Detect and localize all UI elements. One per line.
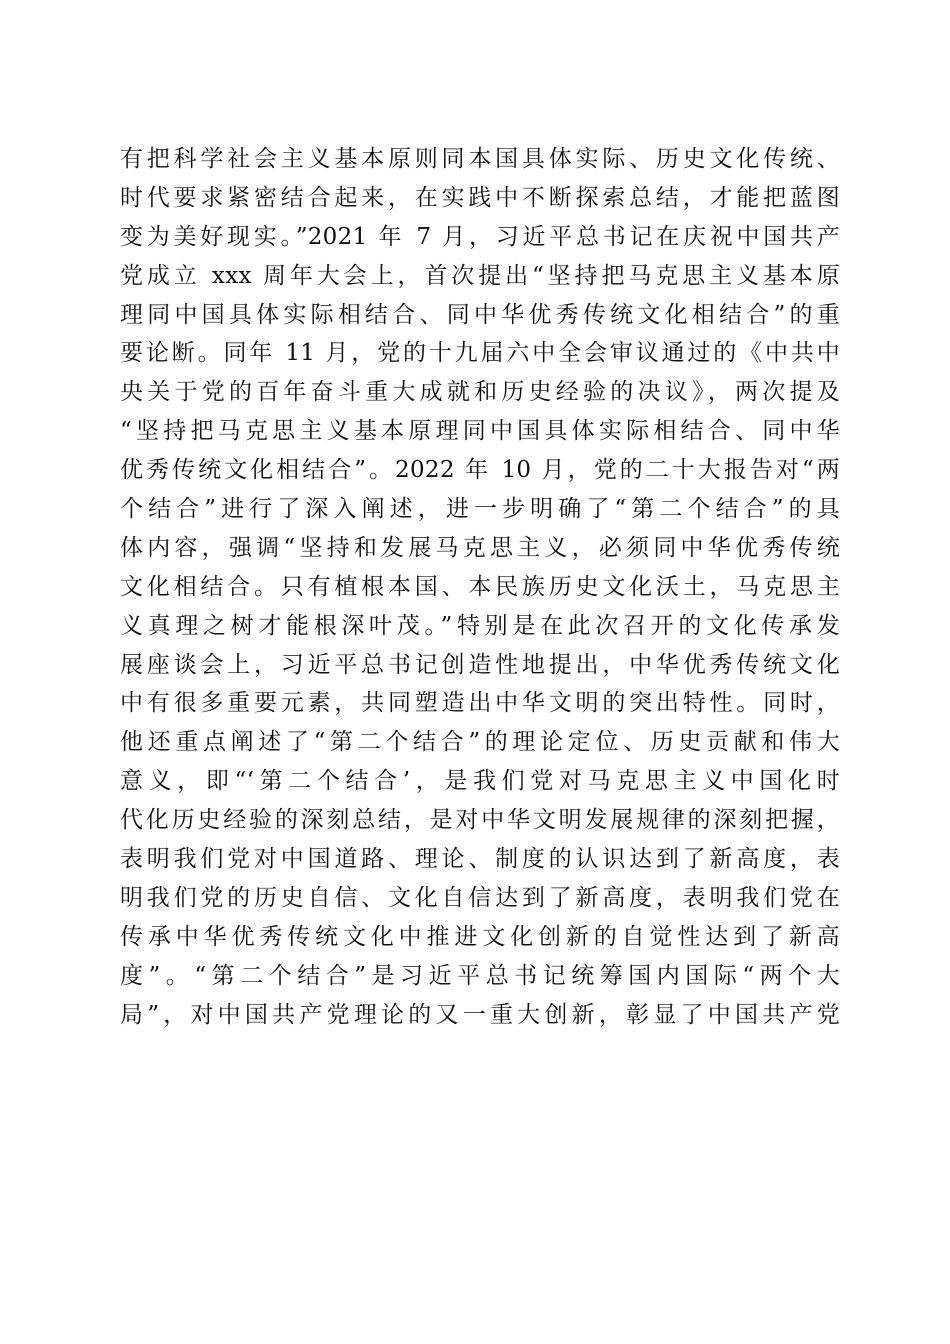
text-line: 理同中国具体实际相结合、同中华优秀传统文化相结合”的重 xyxy=(120,301,840,328)
text-line: 义真理之树才能根深叶茂。”特别是在此次召开的文化传承发 xyxy=(120,612,840,639)
text-line: 度”。“第二个结合”是习近平总书记统筹国内国际“两个大 xyxy=(120,962,840,989)
text-line: 传承中华优秀传统文化中推进文化创新的自觉性达到了新高 xyxy=(120,923,840,950)
text-line: 变为美好现实。”2021 年 7 月，习近平总书记在庆祝中国共产 xyxy=(120,223,840,250)
text-line: 中有很多重要元素，共同塑造出中华文明的突出特性。同时， xyxy=(120,690,840,717)
text-line: 表明我们党对中国道路、理论、制度的认识达到了新高度，表 xyxy=(120,846,840,873)
text-line: 代化历史经验的深刻总结，是对中华文明发展规律的深刻把握， xyxy=(120,807,840,834)
text-line: 展座谈会上，习近平总书记创造性地提出，中华优秀传统文化 xyxy=(120,651,840,678)
text-line: 文化相结合。只有植根本国、本民族历史文化沃土，马克思主 xyxy=(120,573,840,600)
text-line: 央关于党的百年奋斗重大成就和历史经验的决议》，两次提及 xyxy=(120,379,840,406)
text-line: 他还重点阐述了“第二个结合”的理论定位、历史贡献和伟大 xyxy=(120,729,840,756)
text-line: 要论断。同年 11 月，党的十九届六中全会审议通过的《中共中 xyxy=(120,340,840,367)
text-line: 局”，对中国共产党理论的又一重大创新，彰显了中国共产党 xyxy=(120,1001,840,1028)
body-text xyxy=(120,140,840,1034)
text-line: 时代要求紧密结合起来，在实践中不断探索总结，才能把蓝图 xyxy=(120,184,840,211)
text-line: 党成立 xxx 周年大会上，首次提出“坚持把马克思主义基本原 xyxy=(120,262,840,289)
text-line: 体内容，强调“坚持和发展马克思主义，必须同中华优秀传统 xyxy=(120,534,840,561)
text-line: “坚持把马克思主义基本原理同中国具体实际相结合、同中华 xyxy=(120,418,840,445)
text-line: 个结合”进行了深入阐述，进一步明确了“第二个结合”的具 xyxy=(120,496,840,523)
text-line: 意义，即“‘第二个结合’，是我们党对马克思主义中国化时 xyxy=(120,768,840,795)
text-line: 有把科学社会主义基本原则同本国具体实际、历史文化传统、 xyxy=(120,146,840,172)
text-line: 优秀传统文化相结合”。2022 年 10 月，党的二十大报告对“两 xyxy=(120,457,840,484)
text-line: 明我们党的历史自信、文化自信达到了新高度，表明我们党在 xyxy=(120,884,840,911)
